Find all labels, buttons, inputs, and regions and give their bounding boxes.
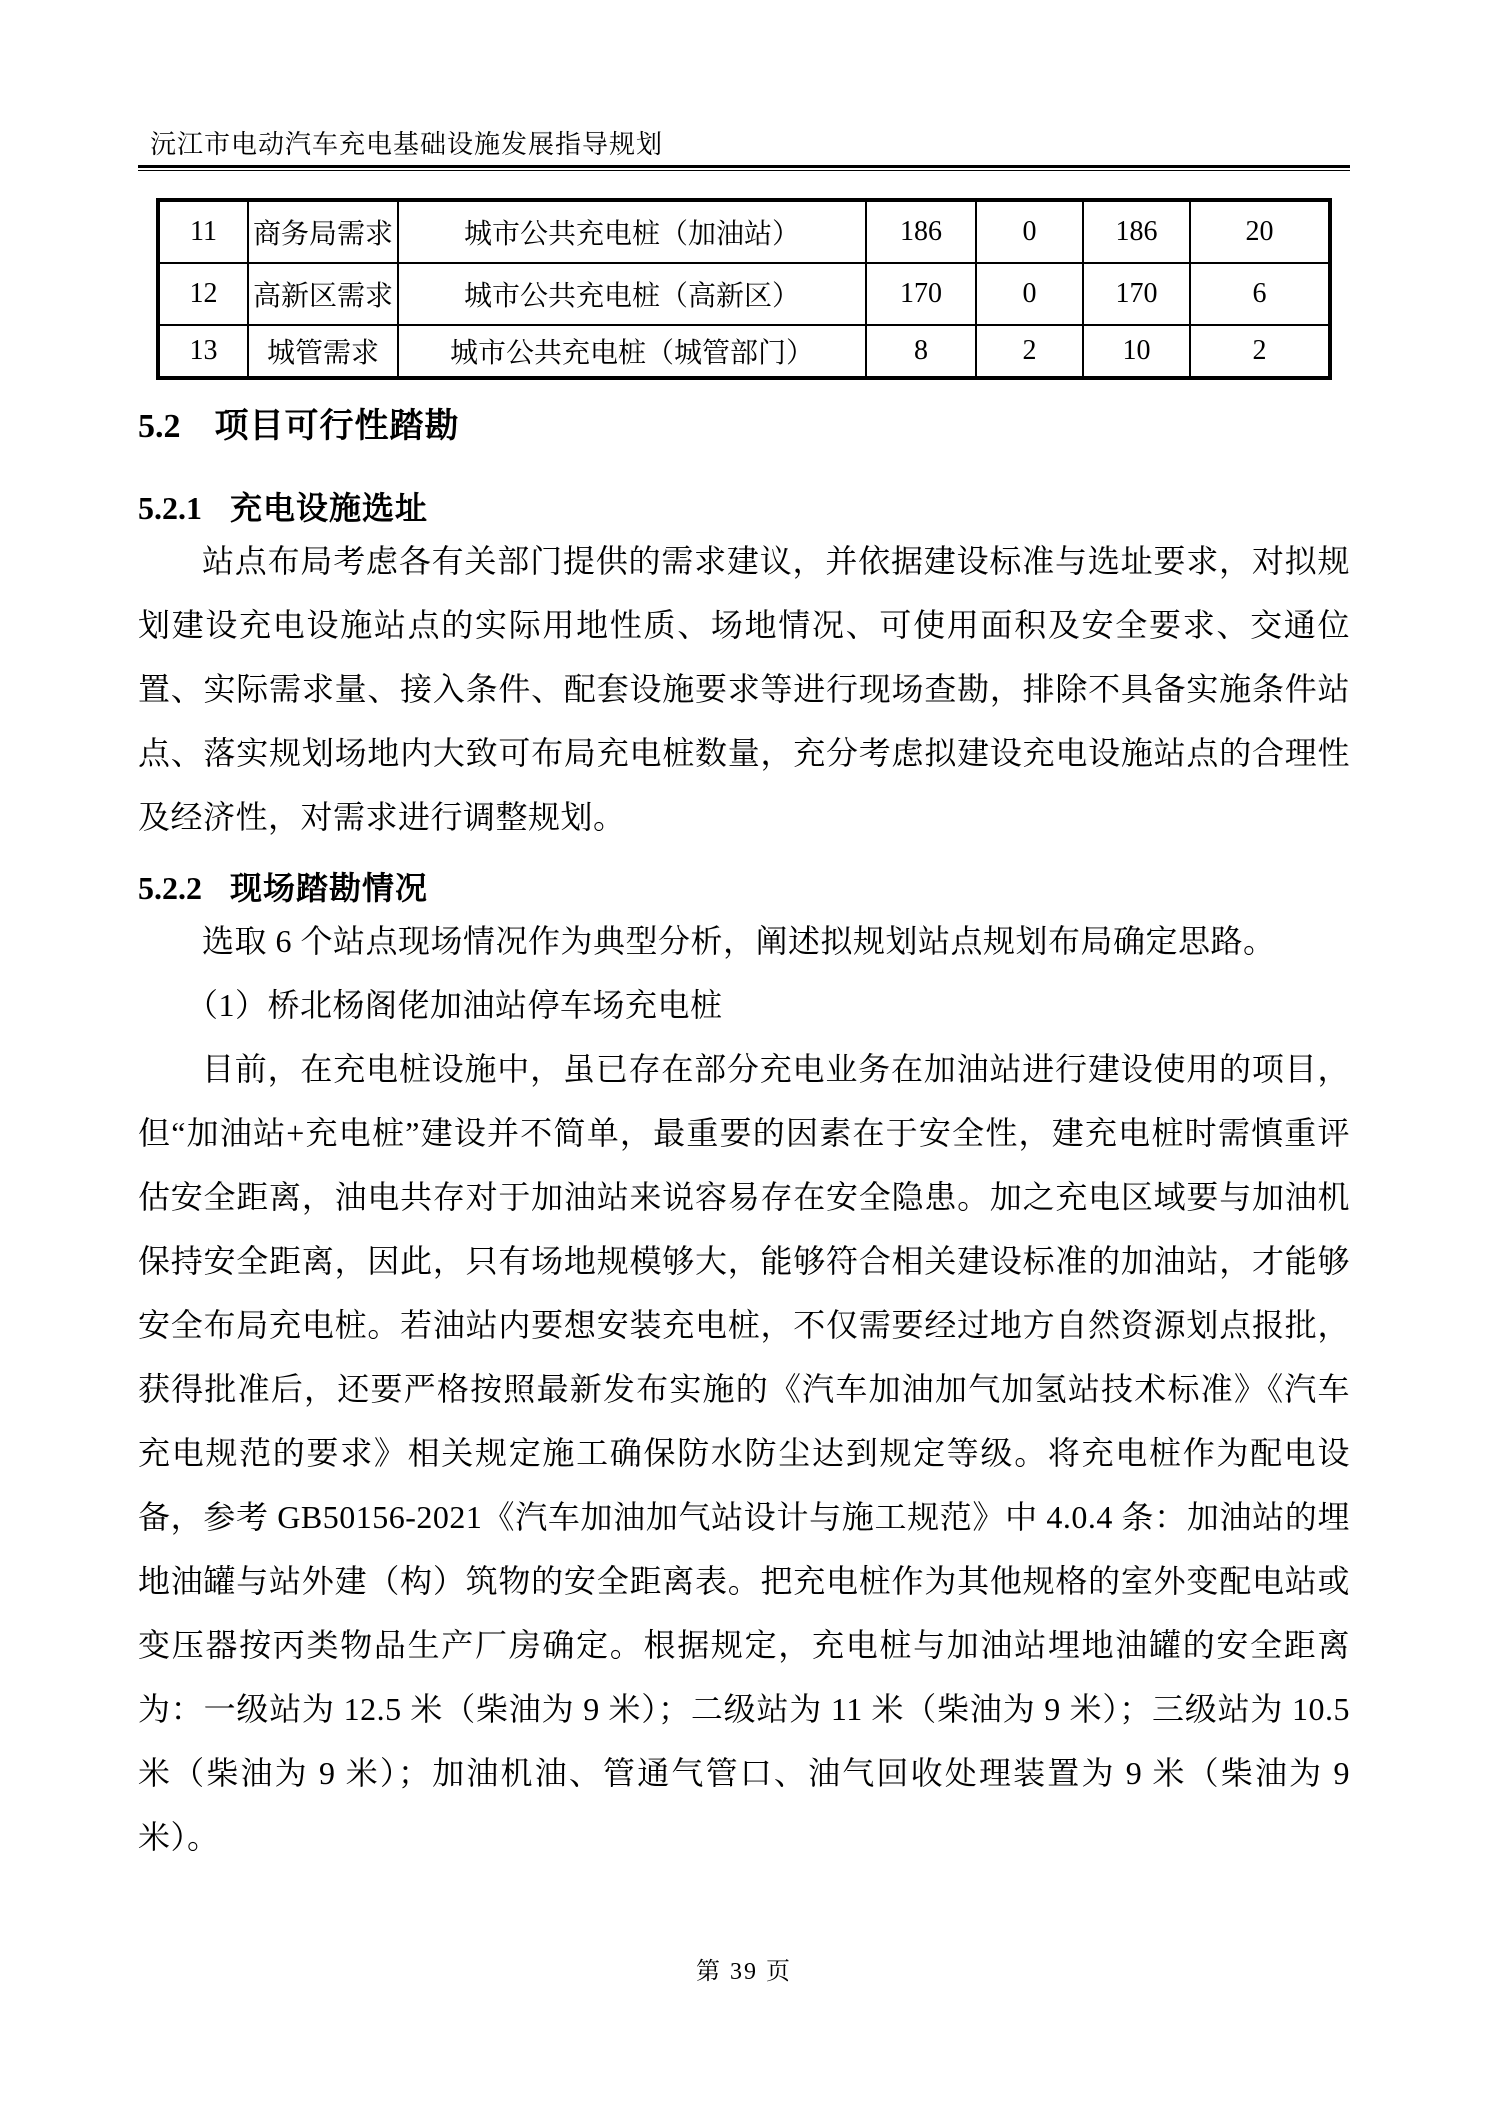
table-row bbox=[158, 263, 1330, 325]
cell-value-3: 170 bbox=[1083, 263, 1190, 325]
cell-dept: 高新区需求 bbox=[248, 263, 398, 325]
section-number: 5.2 bbox=[138, 408, 181, 445]
cell-value-2: 0 bbox=[976, 263, 1083, 325]
cell-desc: 城市公共充电桩（加油站） bbox=[398, 200, 866, 263]
section-heading-5-2-1 bbox=[138, 487, 1350, 529]
cell-desc: 城市公共充电桩（城管部门） bbox=[398, 325, 866, 378]
section-title: 充电设施选址 bbox=[230, 490, 429, 526]
section-title: 项目可行性踏勘 bbox=[214, 407, 460, 445]
charging-demand-table bbox=[156, 198, 1332, 380]
cell-value-3: 10 bbox=[1083, 325, 1190, 378]
cell-dept: 商务局需求 bbox=[248, 200, 398, 263]
cell-value-1: 8 bbox=[866, 325, 976, 378]
paragraph-site-selection: 站点布局考虑各有关部门提供的需求建议，并依据建设标准与选址要求，对拟规划建设充电设施站点的实际用地性质、场地情况、可使用面积及安全要求、交通位置、实际需求量、接入条件、配套设施要求等进行现场查勘，排除不具备实施条件站点、落实规划场地内大致可布局充电桩数量，充分考虑拟建设充电设施站点的合理性及经济性，对需求进行调整规划。 bbox=[138, 543, 1350, 835]
cell-row-no: 13 bbox=[158, 325, 248, 378]
cell-value-1: 170 bbox=[866, 263, 976, 325]
section-heading-5-2-2 bbox=[138, 867, 1350, 909]
section-title: 现场踏勘情况 bbox=[230, 870, 429, 906]
cell-value-2: 2 bbox=[976, 325, 1083, 378]
section-number: 5.2.1 bbox=[138, 490, 202, 526]
cell-value-2: 0 bbox=[976, 200, 1083, 263]
cell-dept: 城管需求 bbox=[248, 325, 398, 378]
running-header bbox=[138, 0, 1350, 171]
header-rule bbox=[138, 165, 1350, 171]
cell-value-4: 6 bbox=[1190, 263, 1330, 325]
page-footer bbox=[0, 1951, 1488, 1986]
cell-value-1: 186 bbox=[866, 200, 976, 263]
paragraph-survey-intro: 选取 6 个站点现场情况作为典型分析，阐述拟规划站点规划布局确定思路。 bbox=[202, 923, 1276, 959]
page-number-label: 第 39 页 bbox=[696, 1959, 792, 1985]
table-row bbox=[158, 200, 1330, 263]
cell-value-4: 2 bbox=[1190, 325, 1330, 378]
paragraph-gas-station-detail: 目前，在充电桩设施中，虽已存在部分充电业务在加油站进行建设使用的项目，但“加油站+充电桩”建设并不简单，最重要的因素在于安全性，建充电桩时需慎重评估安全距离，油电共存对于加油站来说容易存在安全隐患。加之充电区域要与加油机保持安全距离，因此，只有场地规模够大，能够符合相关建设标准的加油站，才能够安全布局充电桩。若油站内要想安装充电桩，不仅需要经过地方自然资源划点报批，获得批准后，还要严格按照最新发布实施的《汽车加油加气加氢站技术标准》《汽车充电规范的要求》相关规定施工确保防水防尘达到规定等级。将充电桩作为配电设备，参考 GB50156-2021《汽车加油加气站设计与施工规范》中 4.0.4 条：加油站的埋地油罐与站外建（构）筑物的安全距离表。把充电桩作为其他规格的室外变配电站或变压器按丙类物品生产厂房确定。根据规定，充电桩与加油站埋地油罐的安全距离为：一级站为 12.5 米（柴油为 9 米）；二级站为 11 米（柴油为 9 米）；三级站为 10.5 米（柴油为 9 米）；加油机油、管通气管口、油气回收处理装置为 9 米（柴油为 9 米）。 bbox=[138, 1051, 1350, 1855]
header-title: 沅江市电动汽车充电基础设施发展指导规划 bbox=[150, 130, 664, 159]
section-number: 5.2.2 bbox=[138, 870, 202, 906]
cell-row-no: 12 bbox=[158, 263, 248, 325]
cell-row-no: 11 bbox=[158, 200, 248, 263]
cell-desc: 城市公共充电桩（高新区） bbox=[398, 263, 866, 325]
cell-value-4: 20 bbox=[1190, 200, 1330, 263]
table-row bbox=[158, 325, 1330, 378]
paragraph-item-1-title: （1）桥北杨阁佬加油站停车场充电桩 bbox=[186, 987, 723, 1023]
cell-value-3: 186 bbox=[1083, 200, 1190, 263]
section-heading-5-2 bbox=[138, 404, 1350, 449]
